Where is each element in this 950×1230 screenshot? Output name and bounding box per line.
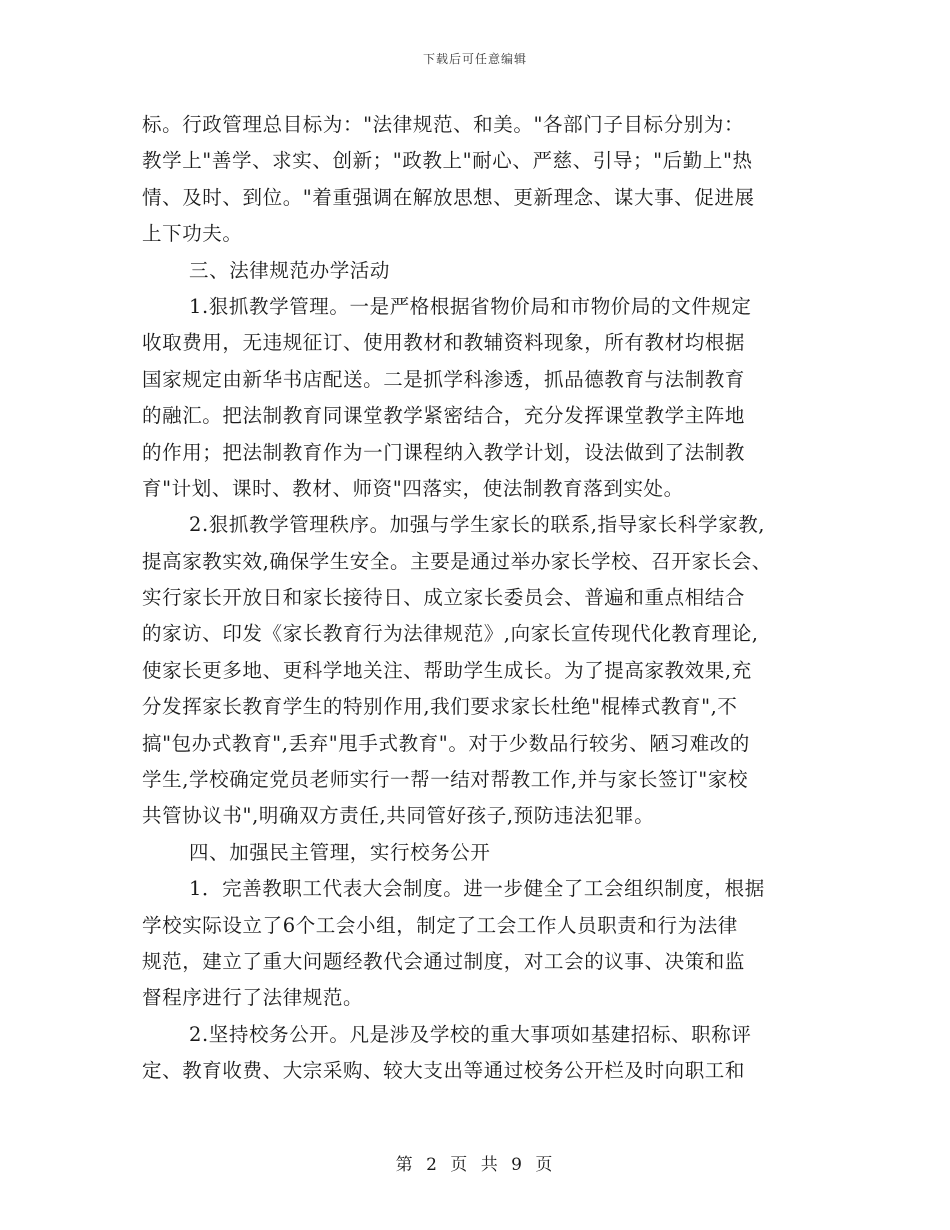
body-line: 学校实际设立了6个工会小组，制定了工会工作人员职责和行为法律	[142, 913, 738, 937]
body-line: 标。行政管理总目标为："法律规范、和美。"各部门子目标分别为：	[142, 113, 745, 136]
body-line: 教学上"善学、求实、创新；"政教上"耐心、严慈、引导；"后勤上"热	[142, 149, 753, 173]
body-line: 育"计划、课时、教材、师资"四落实，使法制教育落到实处。	[142, 476, 684, 500]
body-line: 国家规定由新华书店配送。二是抓学科渗透，抓品德教育与法制教育	[142, 367, 746, 391]
section-heading: 四、加强民主管理，实行校务公开	[189, 840, 491, 864]
body-line: 的作用；把法制教育作为一门课程纳入教学计划，设法做到了法制教	[142, 440, 746, 464]
paragraph-start: 1．完善教职工代表大会制度。进一步健全了工会组织制度，根据	[189, 877, 765, 901]
body-line: 提高家教实效,确保学生安全。主要是通过举办家长学校、召开家长会、	[142, 549, 772, 573]
body-line: 学生,学校确定党员老师实行一帮一结对帮教工作,并与家长签订"家校	[142, 768, 749, 792]
body-line: 定、教育收费、大宗采购、较大支出等通过校务公开栏及时向职工和	[142, 1059, 746, 1083]
body-line: 规范，建立了重大问题经教代会通过制度，对工会的议事、决策和监	[142, 949, 746, 973]
body-line: 分发挥家长教育学生的特别作用,我们要求家长杜绝"棍棒式教育",不	[142, 695, 738, 719]
document-body	[142, 107, 812, 1090]
body-line: 的家访、印发《家长教育行为法律规范》,向家长宣传现代化教育理论,	[142, 622, 759, 646]
body-line: 使家长更多地、更科学地关注、帮助学生成长。为了提高家教效果,充	[142, 658, 752, 682]
body-line: 搞"包办式教育",丢弃"甩手式教育"。对于少数品行较劣、陋习难改的	[142, 731, 750, 755]
body-line: 实行家长开放日和家长接待日、成立家长委员会、普遍和重点相结合	[142, 586, 746, 610]
body-line: 的融汇。把法制教育同课堂教学紧密结合，充分发挥课堂教学主阵地	[142, 404, 746, 428]
body-line: 收取费用，无违规征订、使用教材和教辅资料现象，所有教材均根据	[142, 331, 746, 355]
paragraph-start: 2.坚持校务公开。凡是涉及学校的重大事项如基建招标、职称评	[189, 1022, 752, 1046]
page-header: 下载后可任意编辑	[422, 52, 527, 66]
paragraph-start: 2.狠抓教学管理秩序。加强与学生家长的联系,指导家长科学家教,	[189, 513, 766, 537]
page-number: 第 2 页 共 9 页	[395, 1155, 555, 1175]
paragraph-start: 1.狠抓教学管理。一是严格根据省物价局和市物价局的文件规定	[189, 294, 752, 318]
body-line: 督程序进行了法律规范。	[142, 986, 364, 1010]
section-heading: 三、法律规范办学活动	[189, 258, 391, 282]
body-line: 上下功夫。	[142, 222, 243, 246]
body-line: 情、及时、到位。"着重强调在解放思想、更新理念、谋大事、促进展	[142, 185, 755, 209]
body-line: 共管协议书",明确双方责任,共同管好孩子,预防违法犯罪。	[142, 804, 655, 828]
